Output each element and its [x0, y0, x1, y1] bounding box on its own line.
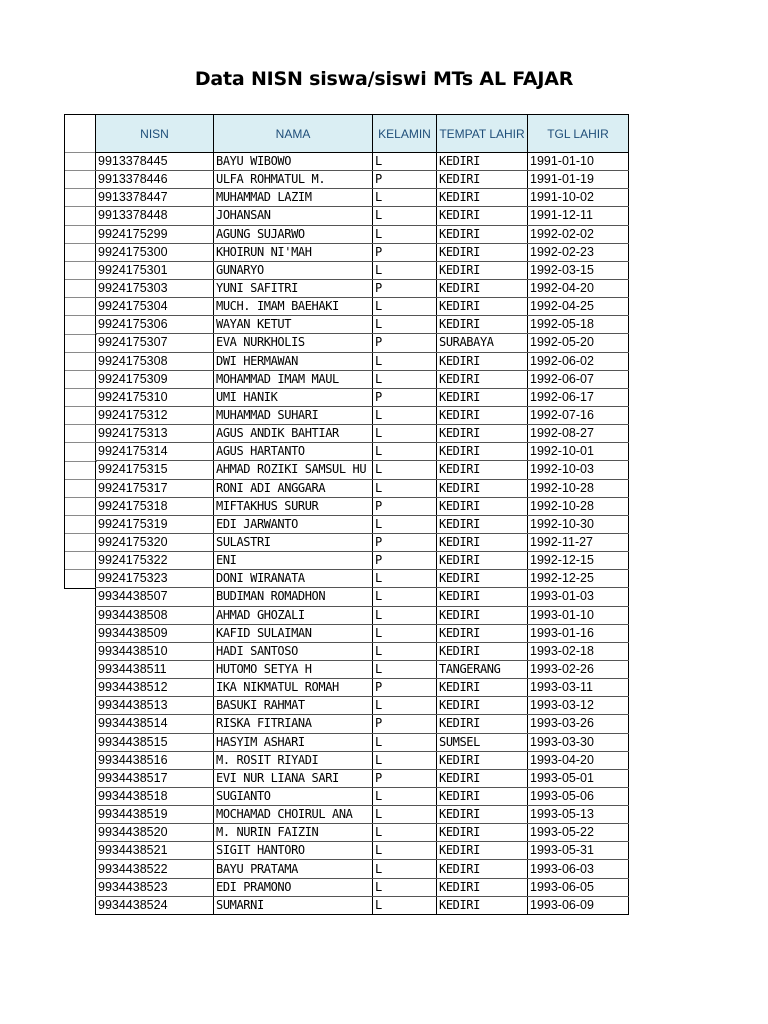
table-row	[96, 153, 629, 171]
cell-tempat-lahir: KEDIRI	[437, 515, 528, 533]
cell-nama: AGUS ANDIK BAHTIAR	[214, 425, 373, 443]
cell-nisn: 9924175322	[96, 552, 214, 570]
cell-nisn: 9924175310	[96, 388, 214, 406]
cell-tempat-lahir: KEDIRI	[437, 497, 528, 515]
table-row	[96, 406, 629, 424]
cell-kelamin: L	[373, 153, 437, 171]
row-index-divider	[65, 206, 97, 207]
table-row	[96, 679, 629, 697]
row-index-divider	[65, 424, 97, 425]
cell-nisn: 9934438520	[96, 824, 214, 842]
cell-tempat-lahir: KEDIRI	[437, 479, 528, 497]
row-index-divider	[65, 225, 97, 226]
row-index-divider	[65, 533, 97, 534]
cell-tgl-lahir: 1991-01-10	[528, 153, 629, 171]
cell-nisn: 9924175300	[96, 243, 214, 261]
cell-tgl-lahir: 1992-10-28	[528, 479, 629, 497]
cell-nama: MUHAMMAD SUHARI	[214, 406, 373, 424]
cell-nisn: 9924175314	[96, 443, 214, 461]
row-index-divider	[65, 497, 97, 498]
cell-tgl-lahir: 1993-05-22	[528, 824, 629, 842]
table-header-row	[96, 115, 629, 153]
cell-kelamin: L	[373, 878, 437, 896]
row-index-divider	[65, 515, 97, 516]
table-row	[96, 660, 629, 678]
table-row	[96, 189, 629, 207]
cell-nisn: 9934438518	[96, 787, 214, 805]
row-index-column	[64, 114, 96, 589]
cell-nama: MOHAMMAD IMAM MAUL	[214, 370, 373, 388]
table-row	[96, 388, 629, 406]
cell-tgl-lahir: 1993-06-05	[528, 878, 629, 896]
table-row	[96, 279, 629, 297]
cell-nisn: 9913378445	[96, 153, 214, 171]
cell-nisn: 9924175303	[96, 279, 214, 297]
cell-nisn: 9924175304	[96, 298, 214, 316]
cell-nisn: 9934438507	[96, 588, 214, 606]
row-index-divider	[65, 188, 97, 189]
cell-nama: MIFTAKHUS SURUR	[214, 497, 373, 515]
cell-tgl-lahir: 1992-06-17	[528, 388, 629, 406]
cell-tgl-lahir: 1993-04-20	[528, 751, 629, 769]
cell-tempat-lahir: KEDIRI	[437, 316, 528, 334]
cell-nisn: 9934438515	[96, 733, 214, 751]
cell-tempat-lahir: KEDIRI	[437, 679, 528, 697]
cell-tempat-lahir: KEDIRI	[437, 533, 528, 551]
cell-kelamin: L	[373, 406, 437, 424]
cell-kelamin: P	[373, 715, 437, 733]
cell-nisn: 9934438524	[96, 896, 214, 914]
cell-kelamin: P	[373, 497, 437, 515]
cell-tgl-lahir: 1993-02-18	[528, 642, 629, 660]
cell-tempat-lahir: KEDIRI	[437, 207, 528, 225]
cell-kelamin: L	[373, 588, 437, 606]
cell-tempat-lahir: KEDIRI	[437, 171, 528, 189]
row-index-divider	[65, 388, 97, 389]
cell-nisn: 9924175317	[96, 479, 214, 497]
cell-nisn: 9924175319	[96, 515, 214, 533]
cell-tgl-lahir: 1992-06-02	[528, 352, 629, 370]
cell-nisn: 9924175315	[96, 461, 214, 479]
table-row	[96, 733, 629, 751]
cell-tempat-lahir: KEDIRI	[437, 243, 528, 261]
cell-tgl-lahir: 1993-03-11	[528, 679, 629, 697]
header-tempat-lahir: TEMPAT LAHIR	[437, 115, 528, 153]
cell-nama: AHMAD ROZIKI SAMSUL HU	[214, 461, 373, 479]
cell-tempat-lahir: KEDIRI	[437, 624, 528, 642]
table-row	[96, 334, 629, 352]
cell-tgl-lahir: 1992-06-07	[528, 370, 629, 388]
cell-nisn: 9934438511	[96, 660, 214, 678]
table-row	[96, 552, 629, 570]
cell-kelamin: L	[373, 425, 437, 443]
cell-nama: ULFA ROHMATUL M.	[214, 171, 373, 189]
cell-kelamin: L	[373, 624, 437, 642]
cell-tgl-lahir: 1992-02-02	[528, 225, 629, 243]
table-row	[96, 207, 629, 225]
cell-tgl-lahir: 1992-08-27	[528, 425, 629, 443]
cell-nisn: 9934438509	[96, 624, 214, 642]
cell-tgl-lahir: 1993-01-10	[528, 606, 629, 624]
cell-tempat-lahir: KEDIRI	[437, 860, 528, 878]
row-index-divider	[65, 569, 97, 570]
cell-nama: WAYAN KETUT	[214, 316, 373, 334]
table-row	[96, 316, 629, 334]
row-index-divider	[65, 170, 97, 171]
cell-kelamin: L	[373, 207, 437, 225]
cell-tgl-lahir: 1993-06-03	[528, 860, 629, 878]
cell-nama: M. NURIN FAIZIN	[214, 824, 373, 842]
cell-nisn: 9924175299	[96, 225, 214, 243]
cell-nama: RONI ADI ANGGARA	[214, 479, 373, 497]
cell-nama: RISKA FITRIANA	[214, 715, 373, 733]
cell-tgl-lahir: 1993-02-26	[528, 660, 629, 678]
cell-tempat-lahir: KEDIRI	[437, 552, 528, 570]
row-index-divider	[65, 261, 97, 262]
cell-tempat-lahir: KEDIRI	[437, 570, 528, 588]
cell-nisn: 9934438508	[96, 606, 214, 624]
cell-nama: HADI SANTOSO	[214, 642, 373, 660]
cell-tempat-lahir: KEDIRI	[437, 642, 528, 660]
cell-nama: MUCH. IMAM BAEHAKI	[214, 298, 373, 316]
table-row	[96, 842, 629, 860]
row-index-divider	[65, 279, 97, 280]
header-nama: NAMA	[214, 115, 373, 153]
table-row	[96, 515, 629, 533]
cell-nisn: 9934438517	[96, 769, 214, 787]
table-row	[96, 642, 629, 660]
cell-tgl-lahir: 1992-10-28	[528, 497, 629, 515]
cell-kelamin: L	[373, 370, 437, 388]
cell-nama: DWI HERMAWAN	[214, 352, 373, 370]
cell-nisn: 9924175320	[96, 533, 214, 551]
row-index-divider	[65, 461, 97, 462]
table-row	[96, 461, 629, 479]
cell-tempat-lahir: KEDIRI	[437, 751, 528, 769]
cell-kelamin: L	[373, 642, 437, 660]
cell-nama: EDI PRAMONO	[214, 878, 373, 896]
cell-nama: MUHAMMAD LAZIM	[214, 189, 373, 207]
cell-tempat-lahir: KEDIRI	[437, 153, 528, 171]
cell-nama: AHMAD GHOZALI	[214, 606, 373, 624]
table-row	[96, 878, 629, 896]
cell-nisn: 9934438516	[96, 751, 214, 769]
table-row	[96, 443, 629, 461]
cell-nama: YUNI SAFITRI	[214, 279, 373, 297]
cell-kelamin: L	[373, 225, 437, 243]
table-row	[96, 624, 629, 642]
cell-kelamin: P	[373, 243, 437, 261]
cell-tgl-lahir: 1992-12-25	[528, 570, 629, 588]
cell-kelamin: L	[373, 787, 437, 805]
cell-tgl-lahir: 1992-10-30	[528, 515, 629, 533]
cell-tempat-lahir: KEDIRI	[437, 896, 528, 914]
cell-nisn: 9924175307	[96, 334, 214, 352]
cell-tempat-lahir: KEDIRI	[437, 425, 528, 443]
cell-tgl-lahir: 1991-01-19	[528, 171, 629, 189]
row-index-divider	[65, 370, 97, 371]
cell-nama: ENI	[214, 552, 373, 570]
cell-nama: AGUNG SUJARWO	[214, 225, 373, 243]
cell-nisn: 9934438523	[96, 878, 214, 896]
cell-nisn: 9934438510	[96, 642, 214, 660]
row-index-divider	[65, 334, 97, 335]
row-index-divider	[65, 315, 97, 316]
cell-tgl-lahir: 1992-11-27	[528, 533, 629, 551]
row-index-divider	[65, 352, 97, 353]
table-row	[96, 806, 629, 824]
cell-tempat-lahir: KEDIRI	[437, 824, 528, 842]
table-row	[96, 352, 629, 370]
cell-nama: KHOIRUN NI'MAH	[214, 243, 373, 261]
cell-tempat-lahir: KEDIRI	[437, 769, 528, 787]
cell-kelamin: P	[373, 533, 437, 551]
cell-nisn: 9924175306	[96, 316, 214, 334]
cell-nisn: 9924175309	[96, 370, 214, 388]
cell-nisn: 9934438513	[96, 697, 214, 715]
table-row	[96, 298, 629, 316]
cell-tgl-lahir: 1993-01-16	[528, 624, 629, 642]
cell-kelamin: L	[373, 751, 437, 769]
cell-kelamin: L	[373, 316, 437, 334]
row-index-divider	[65, 297, 97, 298]
cell-kelamin: P	[373, 334, 437, 352]
cell-kelamin: P	[373, 171, 437, 189]
cell-nama: SIGIT HANTORO	[214, 842, 373, 860]
cell-tempat-lahir: SUMSEL	[437, 733, 528, 751]
cell-tempat-lahir: KEDIRI	[437, 697, 528, 715]
cell-nama: GUNARYO	[214, 261, 373, 279]
cell-kelamin: L	[373, 515, 437, 533]
table-row	[96, 769, 629, 787]
cell-tempat-lahir: KEDIRI	[437, 588, 528, 606]
cell-nisn: 9924175313	[96, 425, 214, 443]
cell-nisn: 9913378447	[96, 189, 214, 207]
cell-kelamin: L	[373, 824, 437, 842]
cell-kelamin: P	[373, 388, 437, 406]
table-row	[96, 787, 629, 805]
table-row	[96, 606, 629, 624]
table-row	[96, 225, 629, 243]
cell-kelamin: L	[373, 479, 437, 497]
cell-kelamin: P	[373, 769, 437, 787]
cell-tempat-lahir: KEDIRI	[437, 787, 528, 805]
cell-kelamin: L	[373, 860, 437, 878]
cell-nisn: 9934438514	[96, 715, 214, 733]
table-row	[96, 860, 629, 878]
cell-tempat-lahir: KEDIRI	[437, 443, 528, 461]
cell-kelamin: P	[373, 279, 437, 297]
cell-tempat-lahir: KEDIRI	[437, 715, 528, 733]
cell-tgl-lahir: 1992-07-16	[528, 406, 629, 424]
header-nisn: NISN	[96, 115, 214, 153]
cell-tgl-lahir: 1992-04-25	[528, 298, 629, 316]
cell-nama: BAYU WIBOWO	[214, 153, 373, 171]
cell-kelamin: L	[373, 443, 437, 461]
cell-kelamin: L	[373, 189, 437, 207]
table-row	[96, 533, 629, 551]
cell-nama: EVI NUR LIANA SARI	[214, 769, 373, 787]
cell-tgl-lahir: 1993-03-12	[528, 697, 629, 715]
cell-nama: BASUKI RAHMAT	[214, 697, 373, 715]
table-row	[96, 497, 629, 515]
cell-tgl-lahir: 1992-03-15	[528, 261, 629, 279]
cell-nisn: 9934438521	[96, 842, 214, 860]
cell-nama: DONI WIRANATA	[214, 570, 373, 588]
cell-nama: SUMARNI	[214, 896, 373, 914]
cell-tempat-lahir: SURABAYA	[437, 334, 528, 352]
cell-tgl-lahir: 1993-06-09	[528, 896, 629, 914]
cell-tempat-lahir: KEDIRI	[437, 388, 528, 406]
cell-kelamin: L	[373, 261, 437, 279]
cell-tgl-lahir: 1992-04-20	[528, 279, 629, 297]
cell-tgl-lahir: 1992-05-20	[528, 334, 629, 352]
cell-nisn: 9924175323	[96, 570, 214, 588]
cell-tgl-lahir: 1993-01-03	[528, 588, 629, 606]
cell-tgl-lahir: 1992-10-01	[528, 443, 629, 461]
row-index-divider	[65, 243, 97, 244]
cell-nama: SUGIANTO	[214, 787, 373, 805]
cell-kelamin: P	[373, 679, 437, 697]
table-row	[96, 697, 629, 715]
row-index-divider	[65, 152, 97, 153]
row-index-divider	[65, 442, 97, 443]
cell-nisn: 9934438519	[96, 806, 214, 824]
cell-nisn: 9924175312	[96, 406, 214, 424]
table-row	[96, 370, 629, 388]
cell-nama: SULASTRI	[214, 533, 373, 551]
cell-nama: HASYIM ASHARI	[214, 733, 373, 751]
cell-tempat-lahir: KEDIRI	[437, 225, 528, 243]
row-index-divider	[65, 551, 97, 552]
cell-tempat-lahir: KEDIRI	[437, 352, 528, 370]
cell-tgl-lahir: 1993-03-26	[528, 715, 629, 733]
student-table	[95, 114, 629, 915]
cell-tgl-lahir: 1991-10-02	[528, 189, 629, 207]
cell-tempat-lahir: KEDIRI	[437, 878, 528, 896]
cell-kelamin: L	[373, 570, 437, 588]
cell-nisn: 9934438522	[96, 860, 214, 878]
cell-kelamin: L	[373, 461, 437, 479]
cell-tgl-lahir: 1992-12-15	[528, 552, 629, 570]
table-row	[96, 171, 629, 189]
cell-nama: AGUS HARTANTO	[214, 443, 373, 461]
cell-tempat-lahir: KEDIRI	[437, 189, 528, 207]
table-row	[96, 479, 629, 497]
page-title: Data NISN siswa/siswi MTs AL FAJAR	[194, 68, 574, 90]
cell-tgl-lahir: 1993-05-06	[528, 787, 629, 805]
cell-nama: HUTOMO SETYA H	[214, 660, 373, 678]
cell-tgl-lahir: 1993-05-31	[528, 842, 629, 860]
table-row	[96, 425, 629, 443]
cell-nisn: 9924175308	[96, 352, 214, 370]
cell-tempat-lahir: TANGERANG	[437, 660, 528, 678]
table-row	[96, 896, 629, 914]
cell-kelamin: L	[373, 606, 437, 624]
cell-tgl-lahir: 1993-05-01	[528, 769, 629, 787]
cell-kelamin: L	[373, 896, 437, 914]
table-row	[96, 824, 629, 842]
cell-nama: EVA NURKHOLIS	[214, 334, 373, 352]
cell-nama: JOHANSAN	[214, 207, 373, 225]
cell-tempat-lahir: KEDIRI	[437, 406, 528, 424]
cell-tgl-lahir: 1992-10-03	[528, 461, 629, 479]
cell-kelamin: P	[373, 552, 437, 570]
cell-tempat-lahir: KEDIRI	[437, 279, 528, 297]
cell-tgl-lahir: 1991-12-11	[528, 207, 629, 225]
cell-kelamin: L	[373, 697, 437, 715]
cell-tgl-lahir: 1992-05-18	[528, 316, 629, 334]
row-index-divider	[65, 406, 97, 407]
table-row	[96, 261, 629, 279]
cell-kelamin: L	[373, 806, 437, 824]
header-kelamin: KELAMIN	[373, 115, 437, 153]
cell-kelamin: L	[373, 298, 437, 316]
cell-tempat-lahir: KEDIRI	[437, 842, 528, 860]
cell-kelamin: L	[373, 842, 437, 860]
cell-kelamin: L	[373, 352, 437, 370]
cell-nisn: 9934438512	[96, 679, 214, 697]
table-row	[96, 570, 629, 588]
cell-nisn: 9924175318	[96, 497, 214, 515]
cell-tempat-lahir: KEDIRI	[437, 261, 528, 279]
cell-nisn: 9913378448	[96, 207, 214, 225]
cell-kelamin: L	[373, 733, 437, 751]
cell-tgl-lahir: 1992-02-23	[528, 243, 629, 261]
cell-tempat-lahir: KEDIRI	[437, 606, 528, 624]
cell-nama: BUDIMAN ROMADHON	[214, 588, 373, 606]
cell-tgl-lahir: 1993-05-13	[528, 806, 629, 824]
row-index-divider	[65, 479, 97, 480]
table-row	[96, 243, 629, 261]
cell-nisn: 9913378446	[96, 171, 214, 189]
table-row	[96, 715, 629, 733]
header-tgl-lahir: TGL LAHIR	[528, 115, 629, 153]
cell-nama: BAYU PRATAMA	[214, 860, 373, 878]
cell-nama: MOCHAMAD CHOIRUL ANA	[214, 806, 373, 824]
cell-nama: UMI HANIK	[214, 388, 373, 406]
cell-nama: IKA NIKMATUL ROMAH	[214, 679, 373, 697]
cell-nisn: 9924175301	[96, 261, 214, 279]
table-row	[96, 588, 629, 606]
table-row	[96, 751, 629, 769]
cell-nama: EDI JARWANTO	[214, 515, 373, 533]
cell-tgl-lahir: 1993-03-30	[528, 733, 629, 751]
cell-kelamin: L	[373, 660, 437, 678]
cell-tempat-lahir: KEDIRI	[437, 461, 528, 479]
cell-nama: M. ROSIT RIYADI	[214, 751, 373, 769]
cell-tempat-lahir: KEDIRI	[437, 298, 528, 316]
cell-tempat-lahir: KEDIRI	[437, 806, 528, 824]
cell-tempat-lahir: KEDIRI	[437, 370, 528, 388]
cell-nama: KAFID SULAIMAN	[214, 624, 373, 642]
